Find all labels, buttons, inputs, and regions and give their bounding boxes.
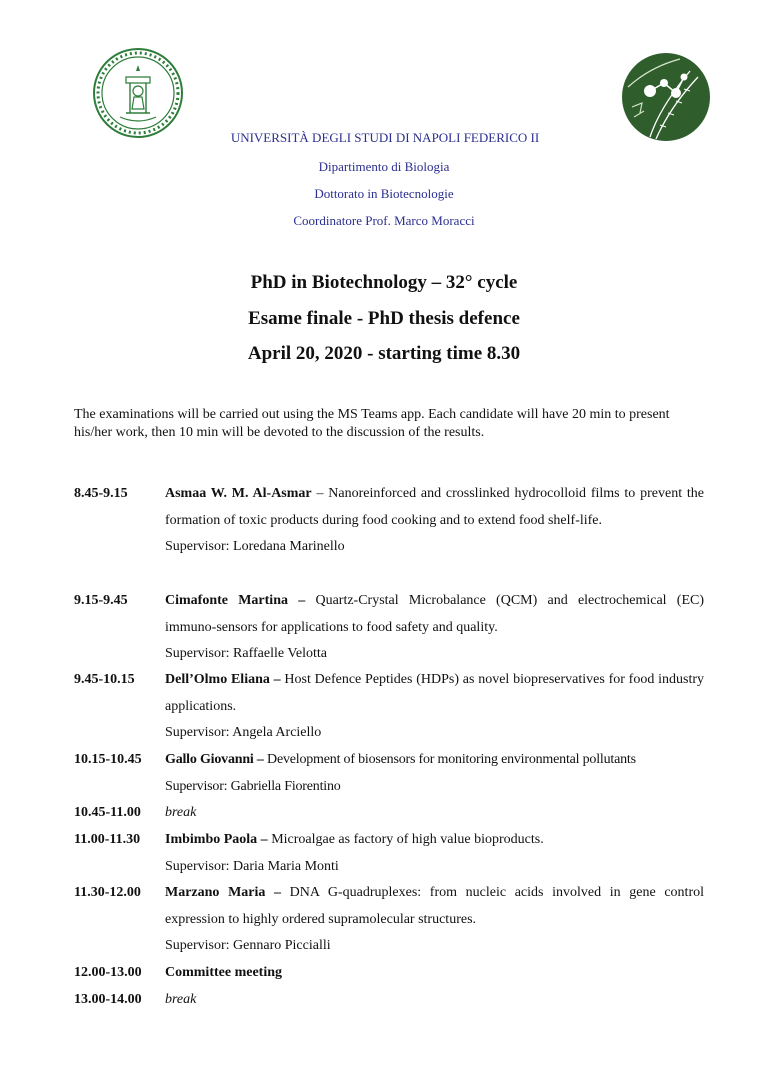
- thesis-title: DNA G-quadruplexes: from nucleic acids involved in gene control expression to highly ordered supramolecular structures.: [165, 885, 705, 927]
- schedule-row: [74, 987, 704, 1014]
- time-slot: 11.00-11.30: [74, 832, 141, 847]
- thesis-title: Host Defence Peptides (HDPs) as novel biopreservatives for food industry applications.: [165, 672, 704, 714]
- schedule-row: [74, 800, 704, 827]
- supervisor: Supervisor: Gennaro Piccialli: [165, 938, 331, 953]
- candidate-name: Cimafonte Martina –: [165, 593, 306, 608]
- supervisor: Supervisor: Loredana Marinello: [165, 539, 345, 554]
- candidate-name: Marzano Maria –: [165, 885, 282, 900]
- time-slot: 10.45-11.00: [74, 805, 141, 820]
- thesis-title: Quartz-Crystal Microbalance (QCM) and electrochemical (EC) immuno-sensors for applications to food safety and quality.: [165, 593, 704, 635]
- supervisor: Supervisor: Raffaelle Velotta: [165, 646, 327, 661]
- time-slot: 9.15-9.45: [74, 593, 128, 608]
- schedule-row: [74, 960, 704, 987]
- candidate-name: Gallo Giovanni –: [165, 752, 264, 767]
- schedule-row: [74, 880, 704, 960]
- intro-paragraph: The examinations will be carried out using the MS Teams app. Each candidate will have 20 min to present his/her work, then 10 min will be devoted to the discussion of the results.: [74, 407, 670, 440]
- schedule-row: [74, 588, 704, 668]
- schedule-row: [74, 747, 704, 800]
- schedule-row: [74, 481, 704, 561]
- separator: [305, 593, 315, 608]
- supervisor: Supervisor: Daria Maria Monti: [165, 858, 339, 874]
- thesis-title: Microalgae as factory of high value bioproducts.: [271, 832, 544, 847]
- candidate-name: Dell’Olmo Eliana –: [165, 672, 281, 687]
- separator: [281, 885, 290, 900]
- candidate-name: Imbimbo Paola –: [165, 832, 268, 847]
- time-slot: 12.00-13.00: [74, 965, 142, 980]
- time-slot: 10.15-10.45: [74, 752, 142, 767]
- doctorate-name: Dottorato in Biotecnologie: [314, 186, 454, 201]
- page-subtitle: Esame finale - PhD thesis defence: [248, 308, 520, 329]
- time-slot: 8.45-9.15: [74, 486, 128, 501]
- time-slot: 9.45-10.15: [74, 672, 135, 687]
- candidate-name: Asmaa W. M. Al-Asmar: [165, 486, 312, 501]
- page-title: PhD in Biotechnology – 32° cycle: [250, 272, 518, 293]
- event-date: April 20, 2020 - starting time 8.30: [247, 343, 521, 364]
- university-name: UNIVERSITÀ DEGLI STUDI DI NAPOLI FEDERICO II: [230, 130, 540, 145]
- break-label: break: [165, 805, 197, 820]
- separator: –: [311, 486, 329, 501]
- time-slot: 13.00-14.00: [74, 992, 142, 1007]
- department-name: Dipartimento di Biologia: [318, 159, 450, 174]
- supervisor: Supervisor: Gabriella Fiorentino: [165, 778, 341, 794]
- coordinator-name: Coordinatore Prof. Marco Moracci: [293, 213, 475, 228]
- thesis-title: Development of biosensors for monitoring environmental pollutants: [267, 752, 636, 767]
- schedule-row: [74, 667, 704, 747]
- supervisor: Supervisor: Angela Arciello: [165, 725, 322, 740]
- schedule-row: [74, 827, 704, 880]
- thesis-title: Nanoreinforced and crosslinked hydrocolloid films to prevent the formation of toxic products during food cooking and to extend food shelf-life.: [165, 486, 704, 528]
- time-slot: 11.30-12.00: [74, 885, 141, 900]
- committee-meeting-label: Committee meeting: [165, 965, 283, 980]
- break-label: break: [165, 992, 197, 1007]
- university-seal-icon: [92, 47, 184, 139]
